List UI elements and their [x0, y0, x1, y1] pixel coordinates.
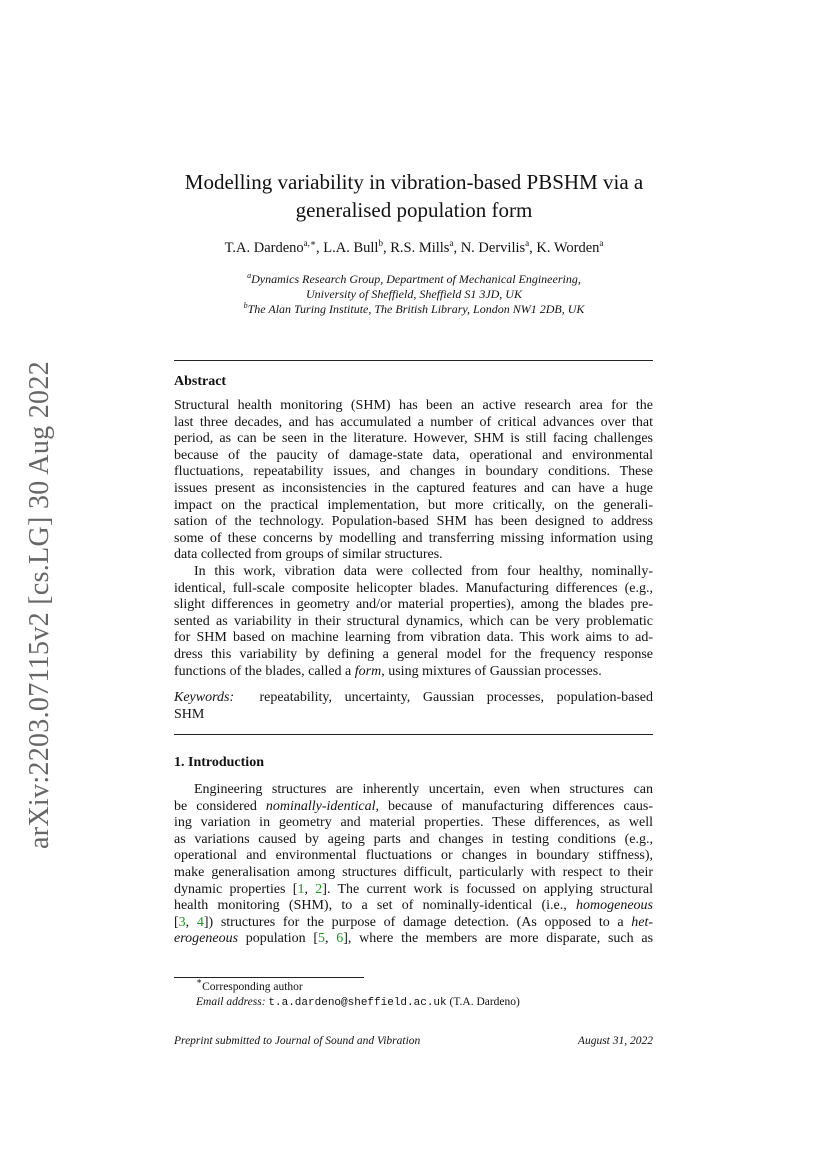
- title-line-1: Modelling variability in vibration-based PBSHM via a: [184, 170, 644, 194]
- author-name: L.A. Bull: [323, 240, 379, 256]
- abstract-paragraph-1: Structural health monitoring (SHM) has been an active research area for the last three decades, and has accumulated a number of critical advances over that period, as can be seen in the literature. However, SHM is still facing challenges because of the paucity of damage-state data, operational and environmental fluctuations, repeatability issues, and changes in boundary conditions. These issues present as inconsistencies in the captured features and can have a huge impact on the practical implementation, but more critically, on the generali- sation of the technology. Population-based SHM has been designed to address some of these concerns by modelling and transferring missing information using data collected from groups of similar structures.: [174, 398, 653, 563]
- keywords-label: Keywords:: [174, 690, 235, 705]
- author-name: R.S. Mills: [390, 240, 450, 256]
- author-list: T.A. Dardeno$^{a,∗}$, L.A. Bull$^b$, R.S. Mills$^a$, N. Dervilis$^a$, K. Worden$^a$: [224, 238, 604, 256]
- author-name: T.A. Dardeno: [224, 240, 304, 256]
- affiliation-line: $^b$The Alan Turing Institute, The British Library, London NW1 2DB, UK: [243, 301, 585, 316]
- affiliation-line: $^a$Dynamics Research Group, Department of Mechanical Engineering,: [247, 271, 581, 286]
- citation-link[interactable]: 6: [336, 931, 344, 947]
- author-affil-mark: b: [378, 238, 383, 248]
- abstract-heading: Abstract: [174, 374, 227, 389]
- citation-link[interactable]: 1: [297, 881, 305, 897]
- preprint-date: August 31, 2022: [577, 1035, 653, 1047]
- affiliation-line: University of Sheffield, Sheffield S1 3JD, UK: [306, 287, 522, 301]
- author-affil-mark: a,∗: [303, 238, 317, 248]
- author-affil-mark: a: [525, 238, 530, 248]
- author-name: K. Worden: [536, 240, 600, 256]
- author-affil-mark: a: [599, 238, 604, 248]
- abstract-bottom-rule: [174, 734, 653, 735]
- citation-link[interactable]: 3: [178, 914, 186, 930]
- footnote-email: Email address: t.a.dardeno@sheffield.ac.uk (T.A. Dardeno): [196, 996, 520, 1009]
- citation-link[interactable]: 5: [318, 931, 326, 947]
- abstract-top-rule: [174, 360, 653, 361]
- introduction-paragraph: Engineering structures are inherently uncertain, even when structures can be considered nominally-identical, because of manufacturing differences caus- ing variation in geometry and material properties. These differences, as well as variations caused by ageing parts and changes in testing conditions (e.g., operational and environmental fluctuations or changes in boundary stiffness), make generalisation among structures difficult, particularly with respect to their dynamic properties [1, 2]. The current work is focussed on applying structural health monitoring (SHM), to a set of nominally-identical (i.e., homogeneous [3, 4]) structures for the purpose of damage detection. (As opposed to a het- erogeneous population [5, 6], where the members are more disparate, such as: [174, 782, 654, 947]
- email-address[interactable]: t.a.dardeno@sheffield.ac.uk: [268, 997, 447, 1009]
- paper-title: [150, 168, 678, 224]
- footnote-rule: [174, 977, 364, 978]
- keywords: Keywords: repeatability, uncertainty, Gaussian processes, population-based SHM: [174, 690, 654, 722]
- title-line-2: generalised population form: [295, 198, 533, 222]
- author-name: N. Dervilis: [460, 240, 526, 256]
- footnote-corresponding: ∗Corresponding author: [196, 976, 303, 993]
- abstract-paragraph-2: In this work, vibration data were collected from four healthy, nominally- identical, full-scale composite helicopter blades. Manufacturing differences (e.g., slight differences in geometry and/or material properties), among the blades pre- sented as variability in their structural dynamics, which can be very problematic for SHM based on machine learning from vibration data. This work aims to ad- dress this variability by defining a general model for the frequency response functions of the blades, called a form, using mixtures of Gaussian processes.: [174, 564, 653, 679]
- citation-link[interactable]: 4: [196, 914, 204, 930]
- affiliations: [150, 272, 678, 317]
- citation-link[interactable]: 2: [315, 881, 323, 897]
- section-heading-introduction: 1. Introduction: [174, 755, 264, 770]
- author-affil-mark: a: [449, 238, 454, 248]
- arxiv-side-label: arXiv:2203.07115v2 [cs.LG] 30 Aug 2022: [24, 361, 55, 849]
- preprint-notice: Preprint submitted to Journal of Sound and Vibration: [174, 1035, 421, 1047]
